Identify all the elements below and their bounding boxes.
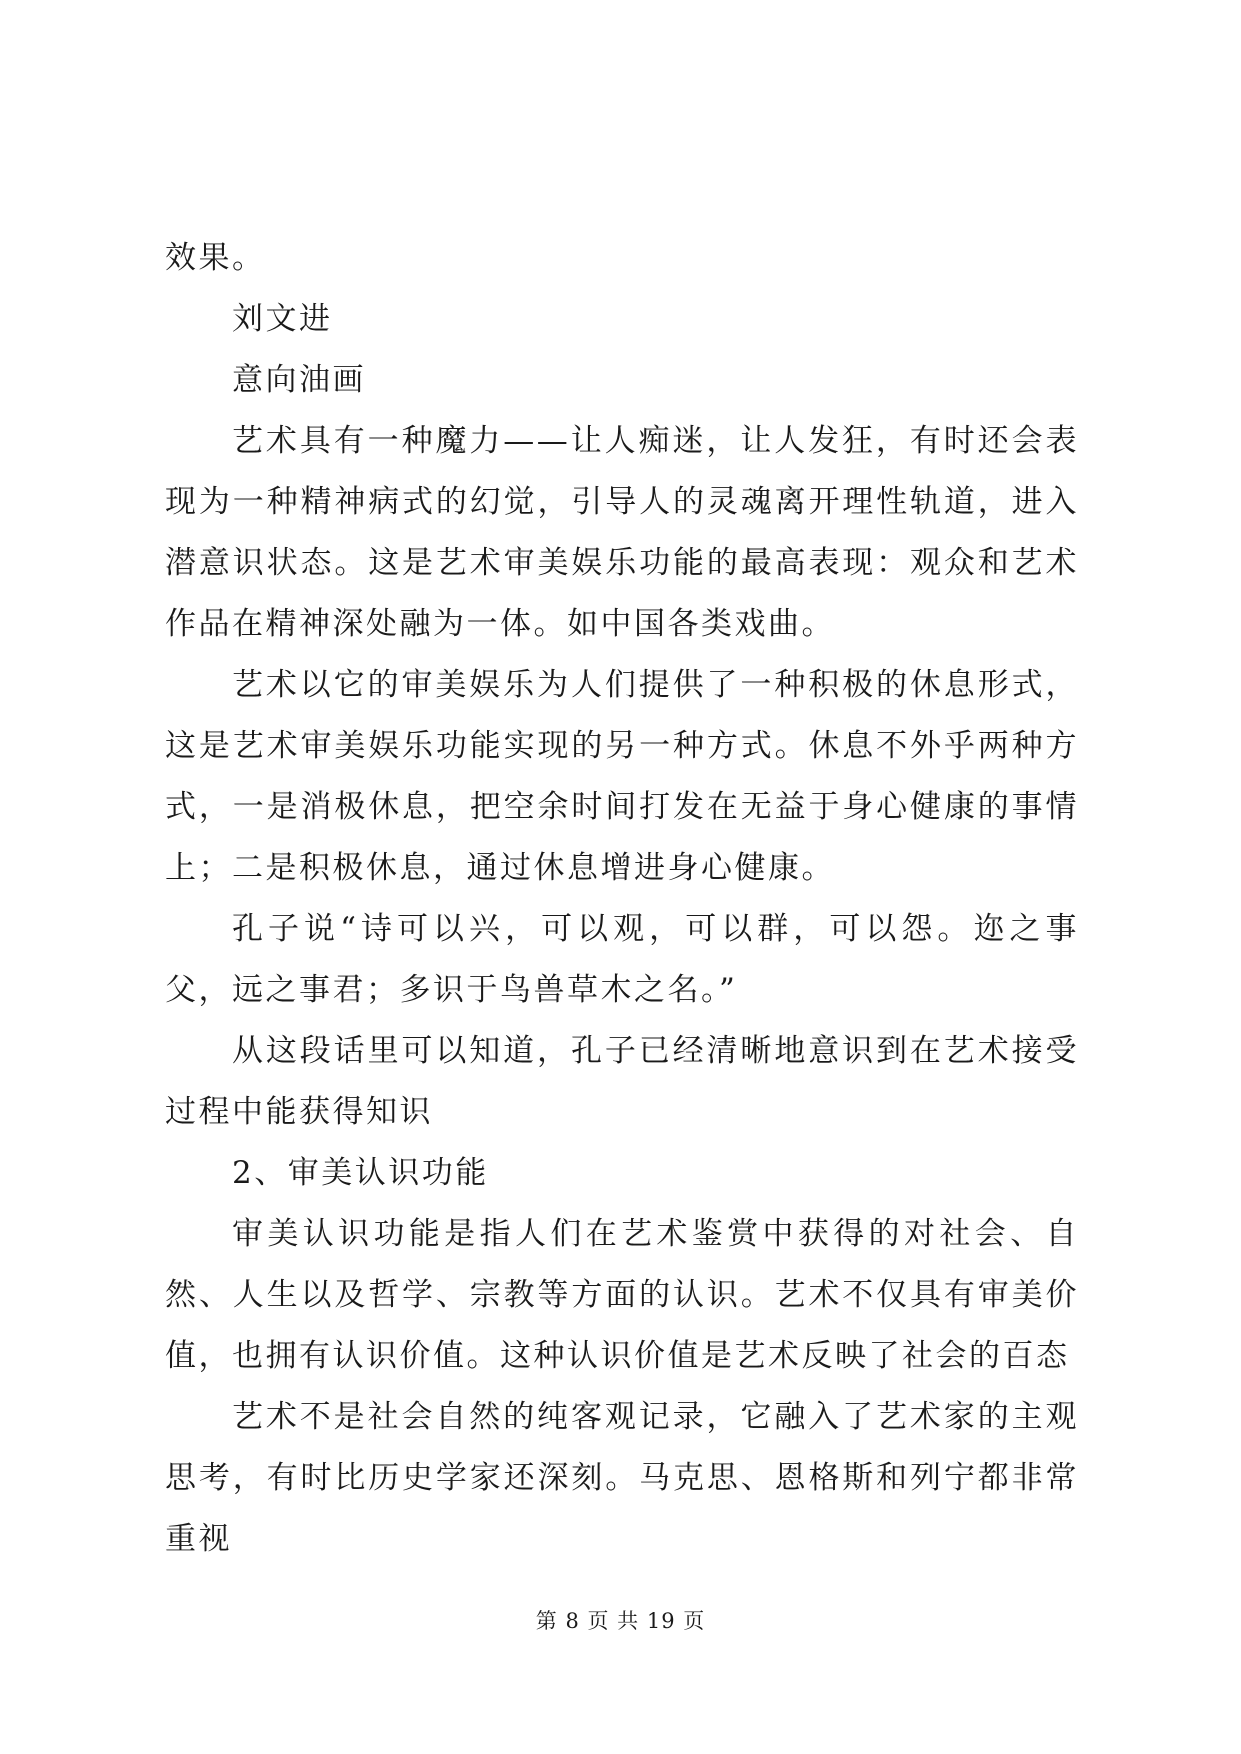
paragraph-confucius-comment: 从这段话里可以知道，孔子已经清晰地意识到在艺术接受过程中能获得知识 [165, 1033, 1079, 1130]
paragraph-author-name: 刘文进 [232, 301, 333, 337]
paragraph-art-not-objective-record: 艺术不是社会自然的纯客观记录，它融入了艺术家的主观思考，有时比历史学家还深刻。马克思、恩格斯和列宁都非常重视 [165, 1399, 1079, 1557]
paragraph-artwork-title: 意向油画 [232, 362, 366, 398]
document-body [165, 228, 1079, 1570]
paragraph-aesthetic-cognition-definition: 审美认识功能是指人们在艺术鉴赏中获得的对社会、自然、人生以及哲学、宗教等方面的认识。艺术不仅具有审美价值，也拥有认识价值。这种认识价值是艺术反映了社会的百态 [165, 1216, 1079, 1374]
paragraph-confucius-quote: 孔子说“诗可以兴，可以观，可以群，可以怨。迩之事父，远之事君；多识于鸟兽草木之名。” [165, 911, 1079, 1008]
section-heading-aesthetic-cognition: 2、审美认识功能 [232, 1155, 489, 1191]
page-number-footer: 第 8 页 共 19 页 [535, 1609, 706, 1633]
paragraph-art-magic: 艺术具有一种魔力——让人痴迷，让人发狂，有时还会表现为一种精神病式的幻觉，引导人的灵魂离开理性轨道，进入潜意识状态。这是艺术审美娱乐功能的最高表现：观众和艺术作品在精神深处融为一体。如中国各类戏曲。 [165, 423, 1079, 642]
paragraph-continuation: 效果。 [165, 240, 266, 276]
paragraph-active-rest: 艺术以它的审美娱乐为人们提供了一种积极的休息形式，这是艺术审美娱乐功能实现的另一种方式。休息不外乎两种方式，一是消极休息，把空余时间打发在无益于身心健康的事情上；二是积极休息，通过休息增进身心健康。 [165, 667, 1079, 886]
